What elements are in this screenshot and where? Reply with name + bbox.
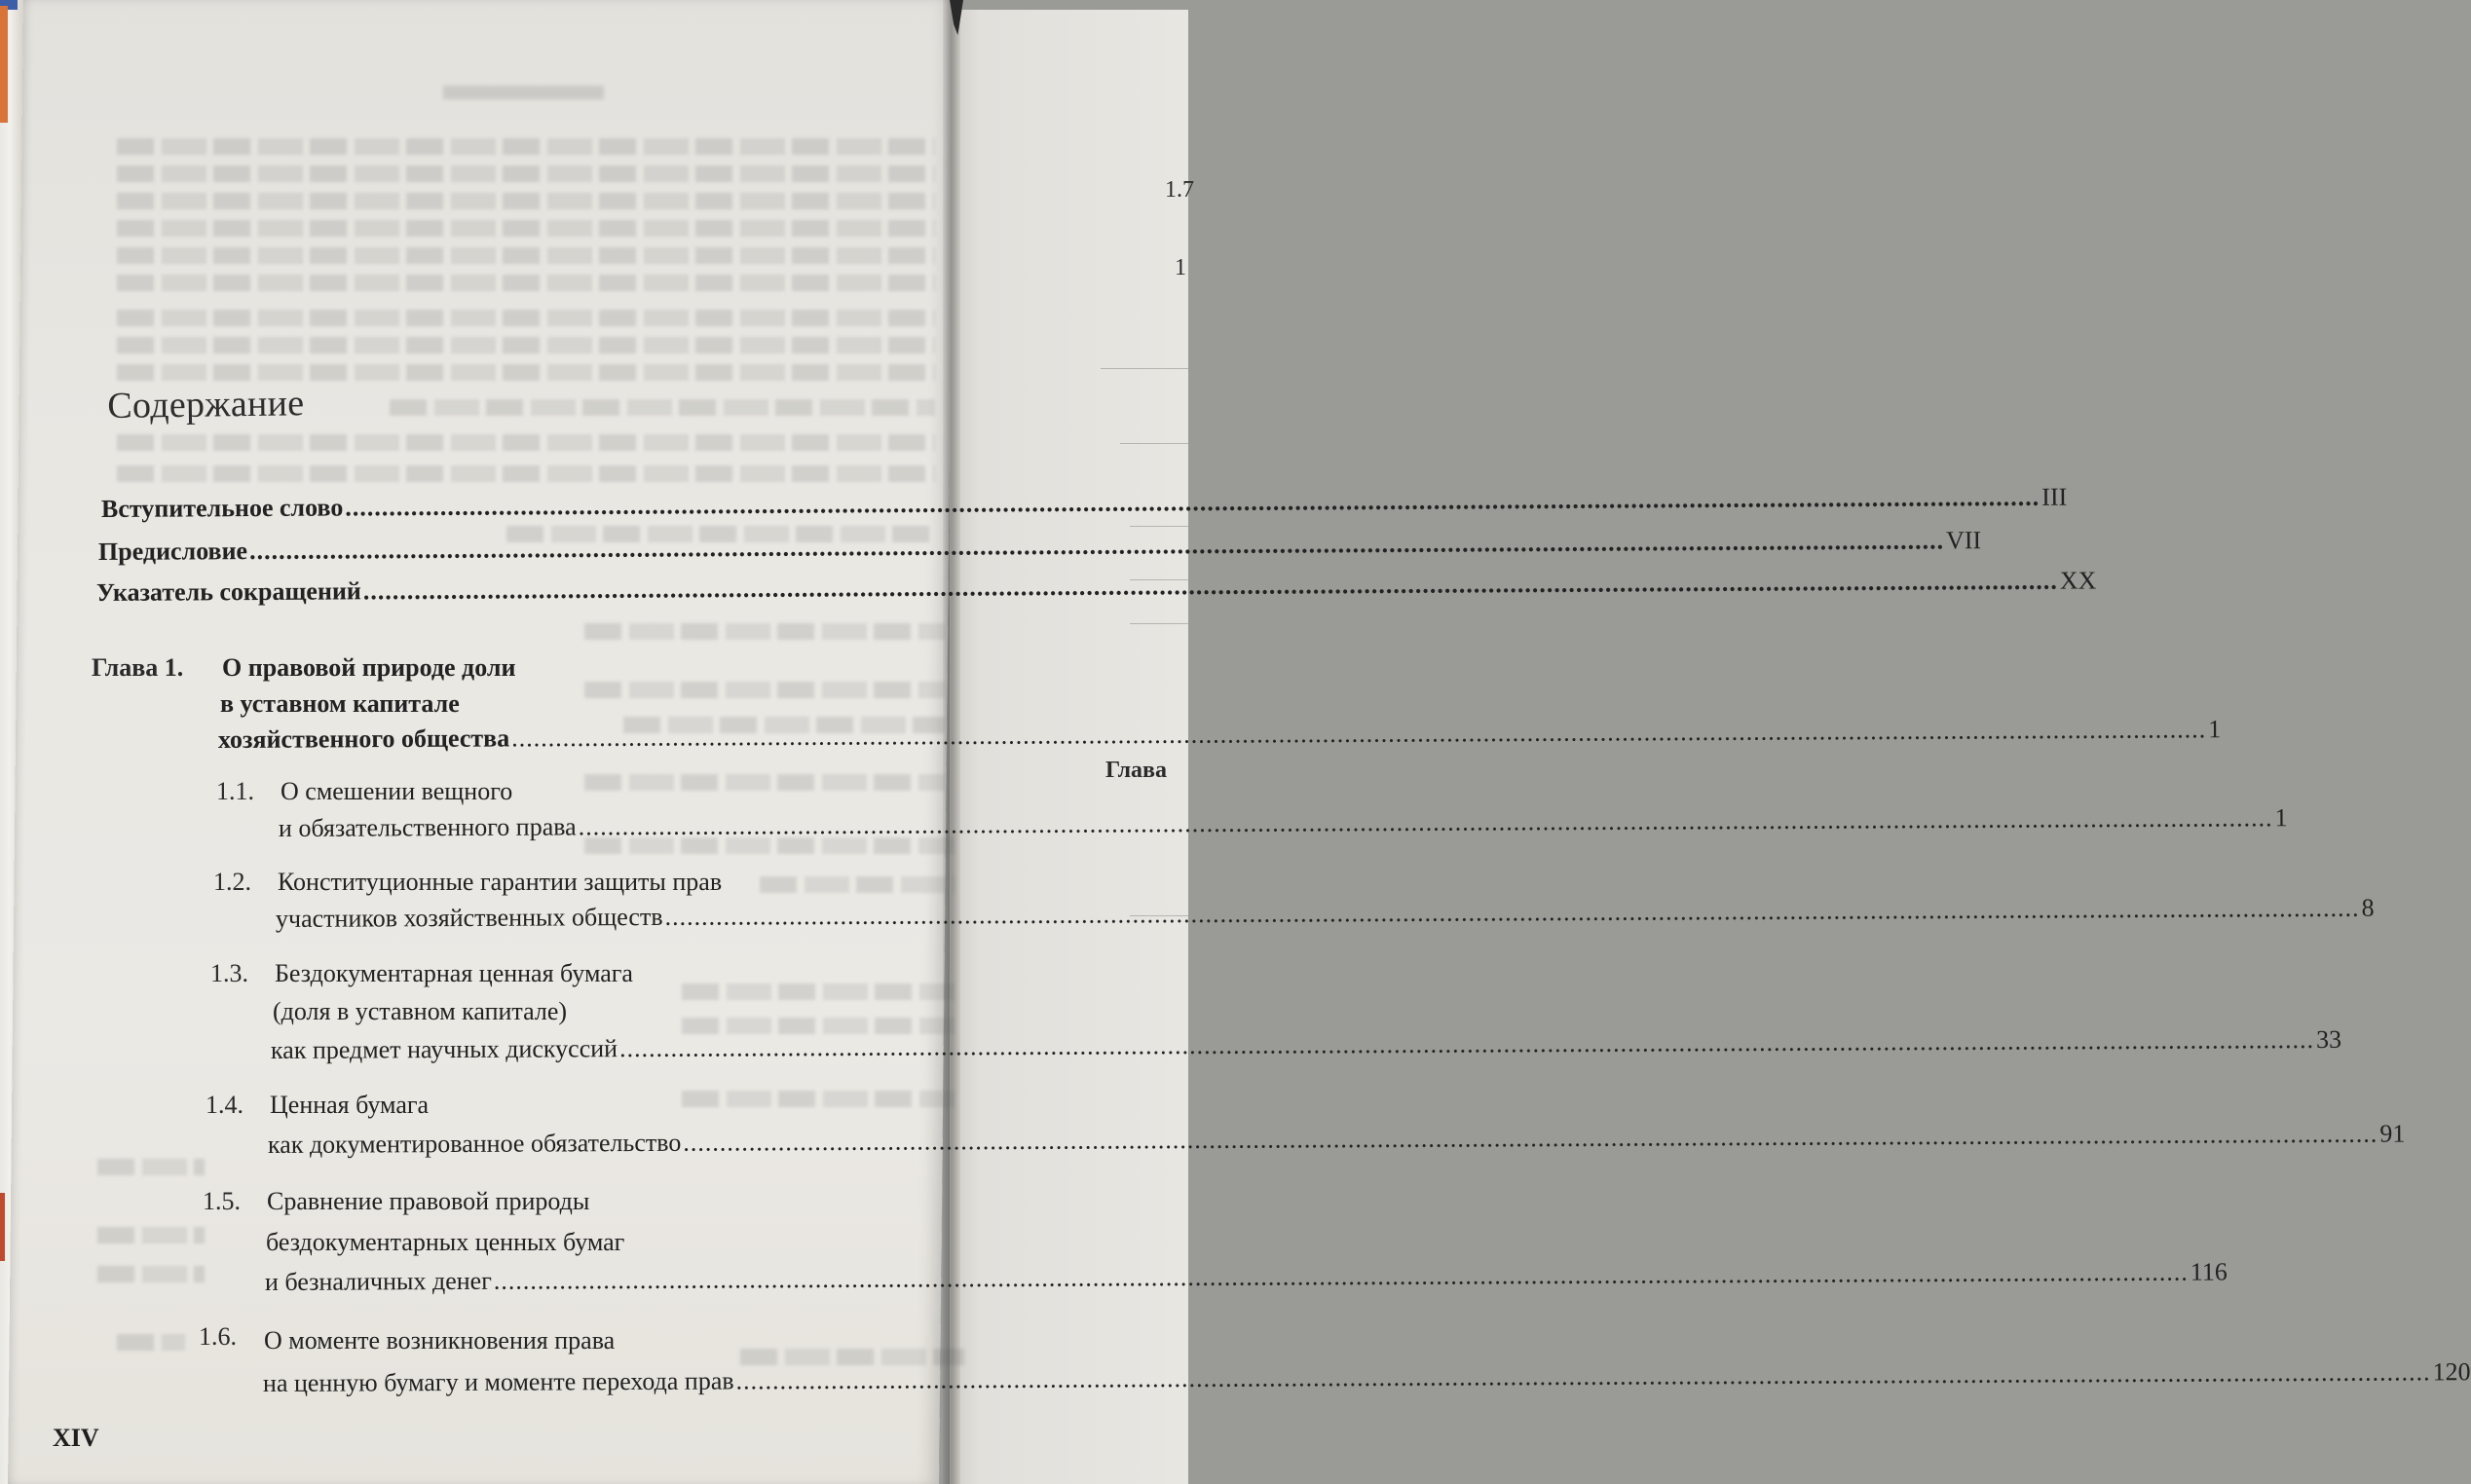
bleed-rule	[1120, 443, 1188, 444]
section-last-line	[270, 1024, 2342, 1065]
section-title-line: на ценную бумагу и моменте перехода прав	[262, 1366, 734, 1397]
section-title-line: Конституционные гарантии защиты прав	[278, 868, 723, 896]
bleed-rule	[1101, 368, 1188, 369]
section-number: 1.5.	[203, 1187, 241, 1215]
section-title-line: Ценная бумага	[270, 1091, 430, 1119]
toc-entry-page: VII	[1945, 526, 1982, 555]
toc-entry-page: 1	[2274, 803, 2288, 833]
section-title-line: бездокументарных ценных бумаг	[266, 1228, 625, 1256]
toc-entry-page: 116	[2190, 1257, 2228, 1286]
section-title-line: и обязательственного права	[278, 812, 577, 842]
bleed-rule	[1130, 623, 1188, 624]
section-title-line: (доля в уставном капитале)	[273, 997, 568, 1025]
toc-entry-front-matter	[97, 526, 1982, 567]
bleed-rule	[1130, 915, 1188, 916]
right-page-section-number: 1.7	[1165, 177, 1194, 203]
page-title: Содержание	[107, 383, 305, 427]
toc-entry-page: 8	[2361, 893, 2375, 922]
section-number: 1.1.	[216, 777, 254, 805]
toc-entry-label: Предисловие	[97, 537, 248, 566]
chapter-title-line: хозяйственного общества	[217, 723, 510, 754]
bleed-rule	[1130, 579, 1188, 580]
section-title-line: как предмет научных дискуссий	[270, 1034, 618, 1064]
section-number: 1.2.	[213, 868, 251, 896]
chapter-title-last-line	[217, 715, 2222, 755]
section-number: 1.3.	[210, 959, 248, 987]
section-last-line	[262, 1357, 2471, 1398]
toc-entry-front-matter	[95, 566, 2097, 608]
toc-entry-page: 120	[2432, 1357, 2471, 1387]
section-title-line: Сравнение правовой природы	[267, 1187, 590, 1215]
section-last-line	[278, 803, 2288, 843]
section-title-line: О смешении вещного	[281, 777, 513, 805]
toc-entry-page: 1	[2208, 715, 2222, 744]
chapter-number: Глава 1.	[92, 653, 184, 682]
chapter-title-line: в уставном капитале	[220, 689, 460, 718]
right-page-section-number: 1	[1175, 255, 1186, 280]
section-last-line	[267, 1119, 2406, 1160]
toc-entry-page: XX	[2059, 566, 2097, 595]
section-last-line	[264, 1257, 2228, 1297]
toc-entry-label: Вступительное слово	[100, 493, 344, 523]
section-title-line: как документированное обязательство	[267, 1128, 682, 1159]
bleed-rule	[1130, 526, 1188, 527]
orange-cover-edge	[0, 6, 8, 123]
section-number: 1.6.	[199, 1322, 237, 1351]
chapter-title-line: О правовой природе доли	[222, 653, 516, 682]
section-title-line: Бездокументарная ценная бумага	[275, 959, 633, 987]
red-cover-edge	[0, 1193, 5, 1261]
toc-entry-page: 91	[2379, 1119, 2406, 1148]
right-page-chapter-label: Глава	[1105, 758, 1167, 783]
section-number: 1.4.	[206, 1091, 243, 1119]
toc-entry-page: III	[2041, 482, 2068, 511]
section-title-line: участников хозяйственных обществ	[275, 902, 663, 933]
section-title-line: О моменте возникновения права	[264, 1326, 616, 1354]
section-last-line	[275, 893, 2375, 934]
toc-entry-page: 33	[2315, 1024, 2342, 1055]
page-number: XIV	[53, 1424, 99, 1452]
section-title-line: и безналичных денег	[264, 1266, 492, 1296]
toc-entry-front-matter	[100, 482, 2068, 524]
toc-entry-label: Указатель сокращений	[95, 576, 361, 607]
